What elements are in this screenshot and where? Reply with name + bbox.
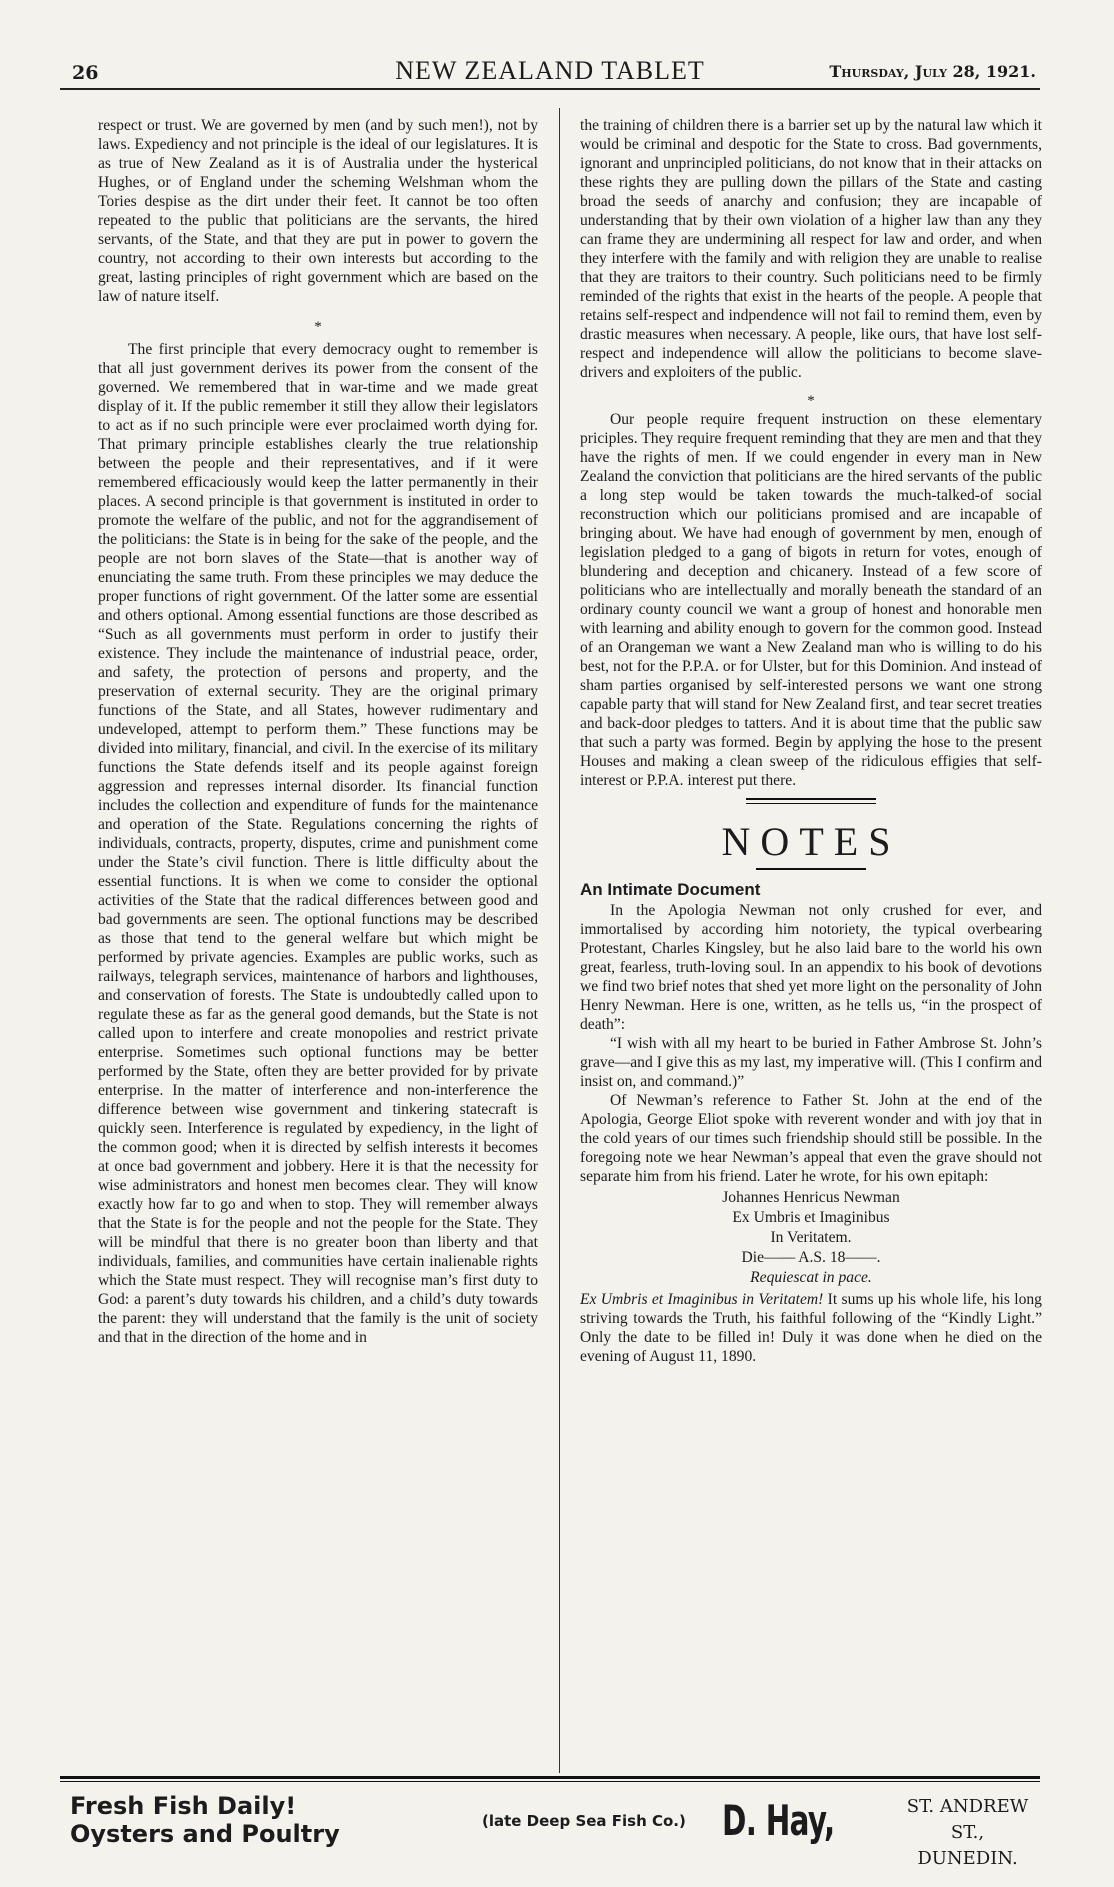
- ad-line-2: Oysters and Poultry: [70, 1820, 340, 1848]
- section-separator: *: [807, 393, 815, 409]
- ad-business-name: D. Hay,: [722, 1796, 835, 1845]
- issue-date: Thursday, July 28, 1921.: [829, 62, 1036, 81]
- footer-rule-thin: [60, 1781, 1040, 1782]
- ad-address: [895, 1794, 1040, 1872]
- notes-paragraph-2: Of Newman’s reference to Father St. John at the end of the Apologia, George Eliot spoke with reverent wonder and with joy that in the cold years of our times such friendship should still be possible. In the foregoing note we hear Newman’s appeal that even the grave should not separate him from his friend. Later he wrote, for his own epitaph:: [580, 1092, 1042, 1185]
- footer-rule: [60, 1776, 1040, 1779]
- notes-closing-text: It sums up his whole life, his long striving towards the Truth, his faithful following of the “Kindly Light.” Only the date to be filled in! Duly it was done when he died on the evening of August 11, 1890.: [580, 1291, 1042, 1365]
- left-paragraph-1: respect or trust. We are governed by men (and by such men!), not by laws. Expediency and not principle is the ideal of our legislatures. It is as true of New Zealand as it is of Australia under the hysterical Hughes, or of England under the scheming Welshman whom the Tories despise as the dirt under their feet. It cannot be too often repeated to the public that politicians are the servants, the hired servants, of the State, and that they are put in power to govern the country, not according to their own interests but according to the great, lasting principles of right government which are based on the law of nature itself.: [98, 117, 538, 305]
- publication-title: NEW ZEALAND TABLET: [395, 56, 705, 85]
- page-header: [60, 52, 1040, 90]
- footer-advertisement: [60, 1788, 1040, 1878]
- column-divider: [559, 108, 560, 1773]
- page-number: 26: [72, 62, 99, 84]
- notes-rule-top-thin: [746, 803, 876, 804]
- notes-italic-phrase: Ex Umbris et Imaginibus in Veritatem!: [580, 1291, 824, 1308]
- right-paragraph-1: the training of children there is a barrier set up by the natural law which it would be criminal and despotic for the State to cross. Bad governments, ignorant and unprincipled politicians, do not know that in their attacks on these rights they are pulling down the pillars of the State and casting broad the seeds of anarchy and confusion; they are incapable of understanding that by their own violation of a higher law than any they can frame they are undermining all respect for law and order, and when they interfere with the family and with religion they are unable to realise that they are traitors to their country. Such politicians need to be firmly reminded of the rights that exist in the hearts of the people. A people that retains self-respect and indpendence will not fail to remind them, even by drastic measures when necessary. A people, like ours, that have lost self-respect and independence will allow the politicians to become slave-drivers and exploiters of the public.: [580, 117, 1042, 381]
- ad-former-name: (late Deep Sea Fish Co.): [482, 1812, 686, 1830]
- epitaph-line: Ex Umbris et Imaginibus: [732, 1209, 890, 1226]
- left-paragraph-2: The first principle that every democracy ought to remember is that all just government derives its power from the consent of the governed. We remembered that in war-time and we made great display of it. If the public remember it still they allow their legislators to act as if no such principle were ever proclaimed worth dying for. That primary principle establishes clearly the true relationship between the people and their representatives, and if it were remembered efficaciously would keep the latter permanently in their places. A second principle is that government is instituted in order to promote the welfare of the public, and not for the aggrandisement of the politicians: the State is in being for the sake of the people, and the people are not born slaves of the State—that is another way of enunciating the same truth. From these principles we may deduce the proper functions of right government. Of the latter some are essential and others optional. Among essential functions are those described as “Such as all governments must perform in order to justify their existence. They include the maintenance of industrial peace, order, and safety, the protection of persons and property, and the preservation of external security. They are the original primary functions of the State, and all States, however rudimentary and undeveloped, attempt to perform them.” These functions may be divided into military, financial, and civil. In the exercise of its military functions the State defends itself and its people against foreign aggression and represses internal disorder. Its financial function includes the collection and expenditure of funds for the maintenance and operation of the State. Regulations concerning the rights of individuals, contracts, property, disputes, crime and punishment come under the State’s civil function. There is little difficulty about the essential functions. It is when we come to consider the optional activities of the State that the radical differences between good and bad governments are seen. The optional functions may be described as those that tend to the general welfare but which might be performed by private agencies. Examples are public works, such as railways, telegraph services, maintenance of harbors and lighthouses, and conservation of forests. The State is undoubtedly called upon to regulate these as far as the general good demands, but the State is not called upon to interfere and create monopolies and restrict private enterprise. Sometimes such optional functions may be better performed by the State, often they are better provided for by private enterprise. In the matter of interference and non-interference the difference between wise government and tinkering statecraft is quickly seen. Interference is regulated by expediency, in the light of the common good; when it is directed by selfish interests it becomes at once bad government and jobbery. Here it is that the necessity for wise administrators and honest men becomes clear. They will know exactly how far to go and when to stop. They will remember always that the State is for the people and not the people for the State. They will be mindful that there is no greater boon than liberty and that individuals, families, and communities have certain inalienable rights which the State must respect. They will recognise man’s first duty to God: a parent’s duty towards his children, and a child’s duty towards the parent: they will understand that the family is the unit of society and that in the direction of the home and in: [98, 341, 538, 1346]
- right-paragraph-2: Our people require frequent instruction on these elementary priciples. They require frequent reminding that they are men and that they have the rights of men. If we could engender in every man in New Zealand the conviction that politicians are the hired servants of the public a long step would be taken towards the much-talked-of social reconstruction which our politicians promised and are incapable of bringing about. We have had enough of government by men, enough of legislation pledged to a gang of bigots in return for votes, enough of blundering and deception and chicanery. Instead of a few score of politicians who are intellectually and morally beneath the standard of an ordinary county council we want a group of honest and honorable men with learning and ability enough to govern for the common good. Instead of an Orangeman we want a New Zealand man who is willing to do his best, not for the P.P.A. or for Ulster, but for this Dominion. And instead of sham parties organised by self-interested persons we want one strong capable party that will stand for New Zealand first, and tear secret treaties and back-door pledges to tatters. And it is about time that the public saw that such a party was formed. Begin by applying the hose to the present Houses and making a clean sweep of the ridiculous effigies that self-interest or P.P.A. interest put there.: [580, 411, 1042, 789]
- ad-headline: [70, 1792, 340, 1848]
- notes-paragraph-3: [580, 1290, 1042, 1366]
- ad-line-1: Fresh Fish Daily!: [70, 1792, 297, 1820]
- epitaph-line: Requiescat in pace.: [750, 1269, 872, 1286]
- section-separator: *: [314, 319, 322, 335]
- notes-rule-top: [746, 798, 876, 800]
- ad-address-city: DUNEDIN.: [917, 1848, 1018, 1869]
- ad-address-street: ST. ANDREW ST.,: [906, 1796, 1029, 1843]
- notes-subheading: An Intimate Document: [580, 880, 761, 899]
- notes-rule-bottom: [756, 868, 866, 870]
- notes-title: NOTES: [721, 819, 901, 864]
- notes-paragraph-1: In the Apologia Newman not only crushed for ever, and immortalised by according him notoriety, the typical overbearing Protestant, Charles Kingsley, but he also laid bare to the world his own great, fearless, truth-loving soul. In an appendix to his book of devotions we find two brief notes that shed yet more light on the personality of John Henry Newman. Here is one, written, as he tells us, “in the prospect of death”:: [580, 902, 1042, 1033]
- epitaph-line: Johannes Henricus Newman: [722, 1189, 900, 1206]
- epitaph: [580, 1188, 1042, 1288]
- left-column: [98, 116, 538, 1347]
- notes-quote: “I wish with all my heart to be buried in Father Ambrose St. John’s grave—and I give this as my last, my imperative will. (This I confirm and insist on, and command.)”: [580, 1035, 1042, 1090]
- epitaph-line: Die—— A.S. 18——.: [741, 1249, 881, 1266]
- right-column: [580, 116, 1042, 1366]
- epitaph-line: In Veritatem.: [770, 1229, 852, 1246]
